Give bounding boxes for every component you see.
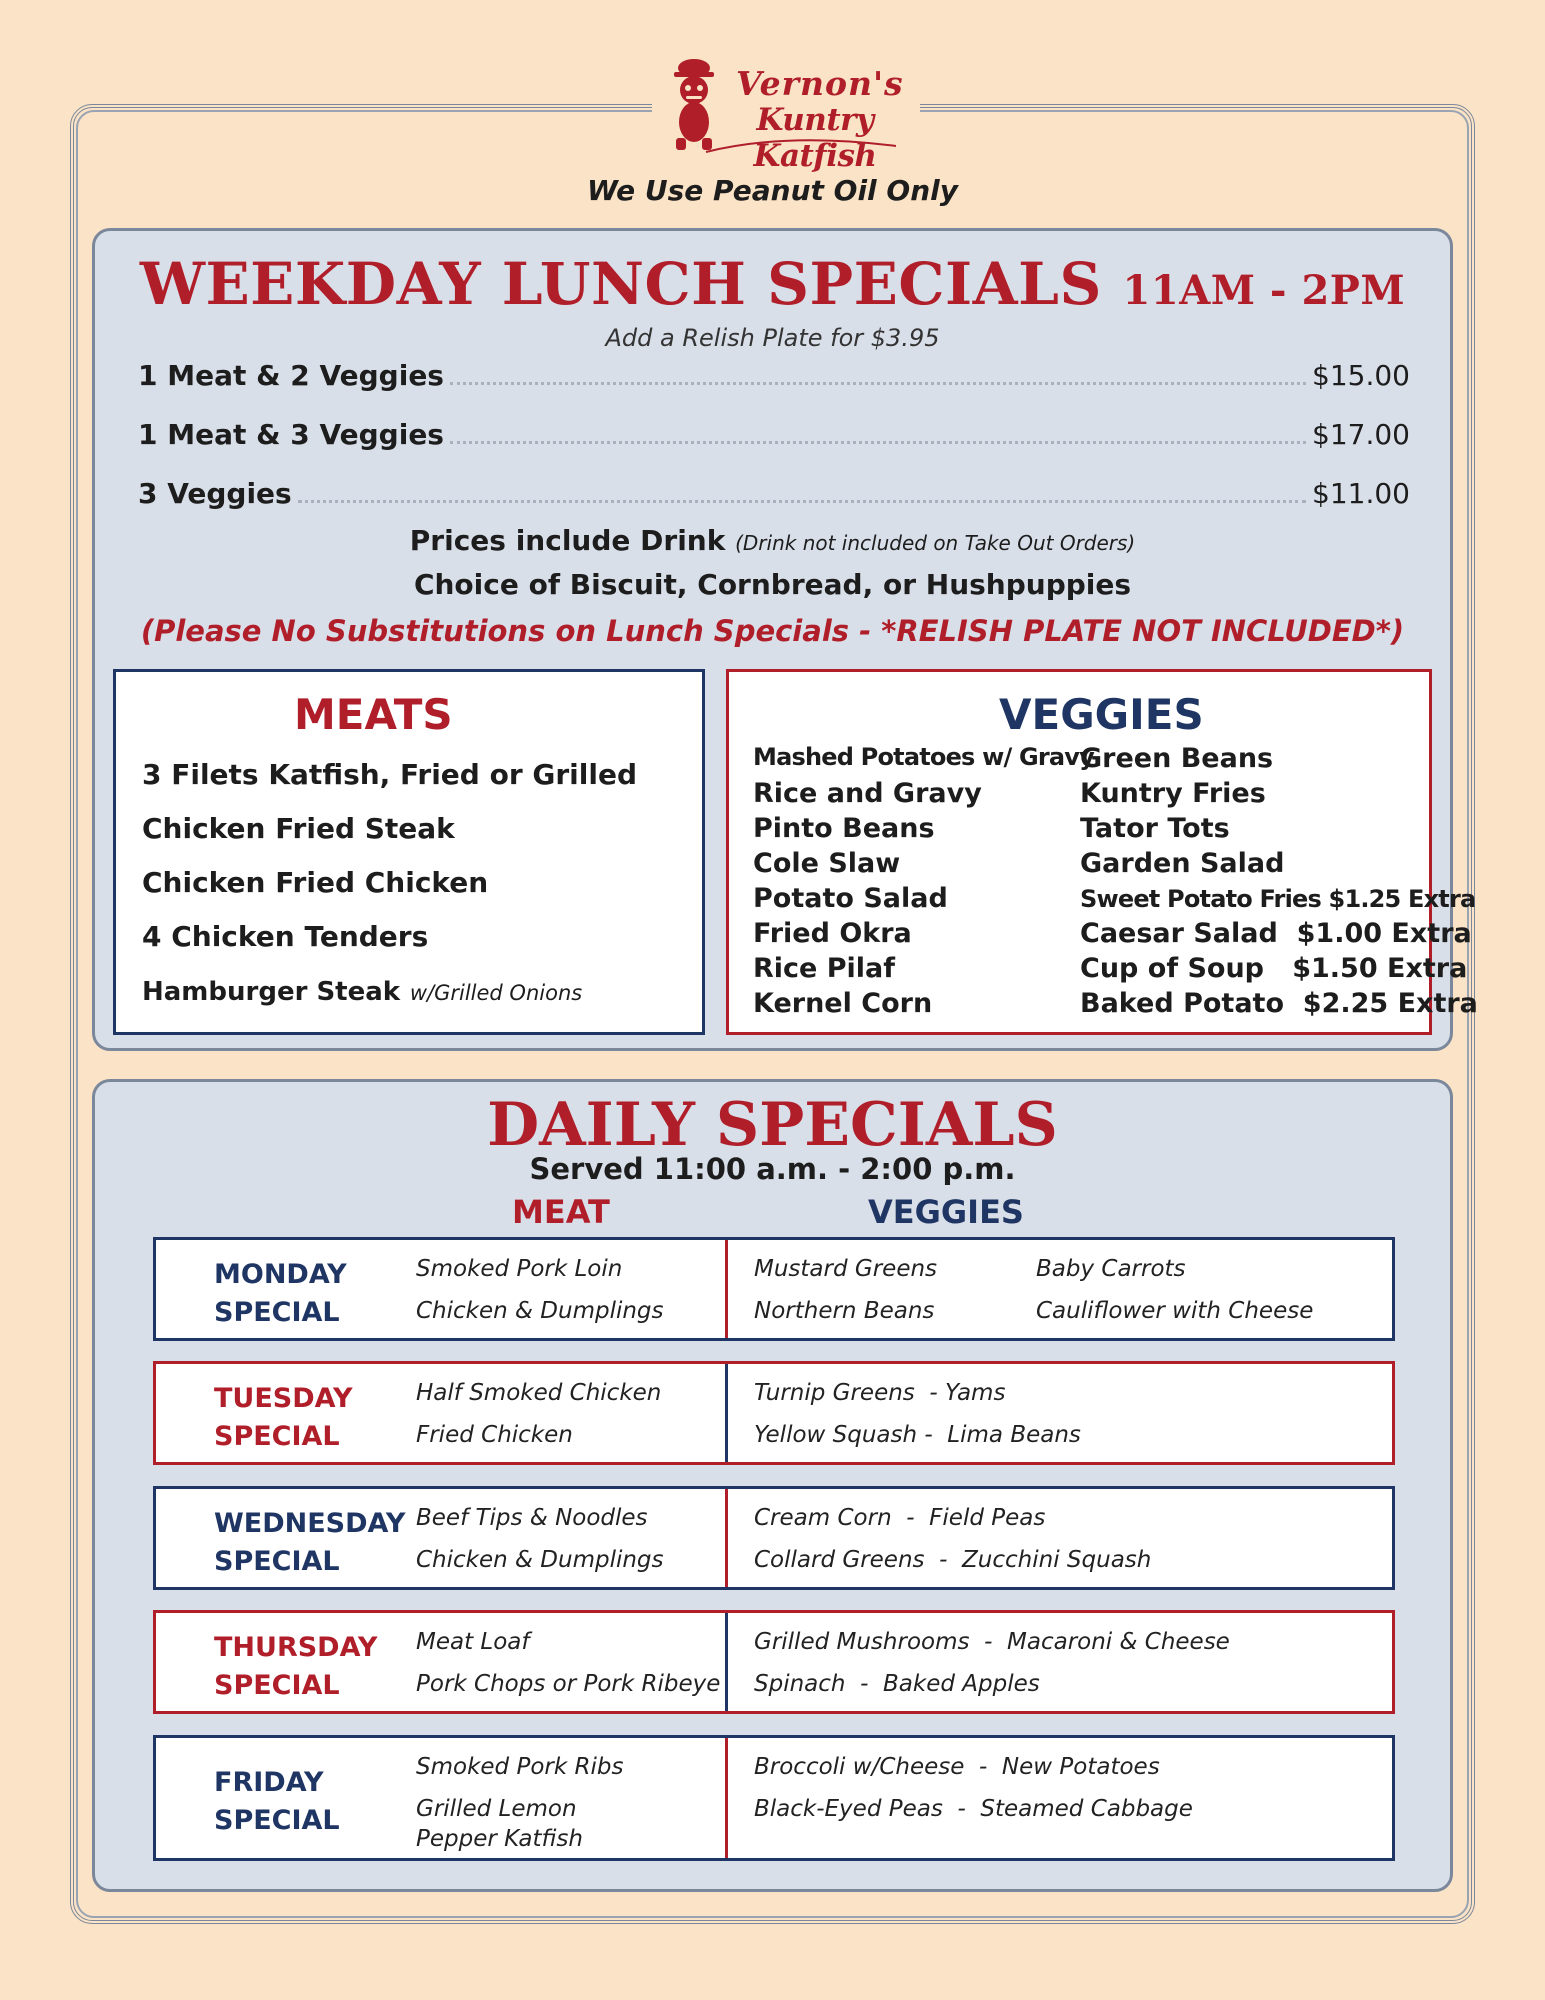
veggie-item: Kuntry Fries [1080, 778, 1266, 809]
day-name-line2: SPECIAL [214, 1805, 340, 1836]
veggie-item: Fried Okra [753, 918, 912, 949]
day-row-monday [153, 1237, 1395, 1341]
logo [652, 50, 920, 174]
day-meat: Meat Loaf [416, 1629, 530, 1655]
logo-name-line2: Kuntry Katfish [753, 102, 877, 174]
veggie-item: Potato Salad [753, 883, 948, 914]
day-name [214, 1505, 405, 1581]
day-meat: Pepper Katfish [416, 1826, 583, 1852]
day-veggie: Turnip Greens - Yams [754, 1380, 1006, 1406]
price-item-name: 1 Meat & 3 Veggies [138, 418, 444, 451]
meat-item: 3 Filets Katfish, Fried or Grilled [142, 758, 637, 791]
daily-veggies-heading: VEGGIES [868, 1193, 1024, 1231]
meat-item: 4 Chicken Tenders [142, 920, 429, 953]
day-meat: Smoked Pork Ribs [416, 1754, 624, 1780]
day-meat: Smoked Pork Loin [416, 1256, 623, 1282]
column-divider [725, 1489, 728, 1587]
day-meat: Chicken & Dumplings [416, 1298, 664, 1324]
meat-item-note: w/Grilled Onions [409, 981, 583, 1005]
bread-choice: Choice of Biscuit, Cornbread, or Hushpuppies [413, 568, 1132, 601]
meat-item [142, 974, 582, 1007]
day-veggie: Baby Carrots [1036, 1256, 1186, 1282]
veggie-item: Cup of Soup $1.50 Extra [1080, 953, 1468, 984]
price-leader [450, 441, 1306, 444]
day-name-line1: TUESDAY [214, 1383, 353, 1414]
lunch-title-text: WEEKDAY LUNCH SPECIALS [139, 250, 1102, 318]
daily-served-hours: Served 11:00 a.m. - 2:00 p.m. [529, 1152, 1016, 1186]
price-item-name: 1 Meat & 2 Veggies [138, 359, 444, 392]
veggie-item: Pinto Beans [753, 813, 935, 844]
price-item-price: $15.00 [1312, 359, 1410, 392]
day-row-wednesday [153, 1486, 1395, 1590]
daily-title: DAILY SPECIALS [487, 1090, 1058, 1160]
lunch-hours: 11AM - 2PM [1122, 267, 1406, 314]
day-name [214, 1256, 347, 1332]
day-name [214, 1629, 377, 1705]
day-veggie: Cream Corn - Field Peas [754, 1505, 1046, 1531]
day-name-line2: SPECIAL [214, 1297, 340, 1328]
drink-note [0, 524, 1545, 557]
price-row [138, 356, 1410, 392]
day-meat: Fried Chicken [416, 1422, 573, 1448]
price-item-price: $11.00 [1312, 477, 1410, 510]
day-veggie: Northern Beans [754, 1298, 935, 1324]
veggie-item: Mashed Potatoes w/ Gravy [753, 743, 1094, 771]
day-veggie: Collard Greens - Zucchini Squash [754, 1547, 1152, 1573]
day-veggie: Grilled Mushrooms - Macaroni & Cheese [754, 1629, 1230, 1655]
day-meat: Grilled Lemon [416, 1796, 577, 1822]
day-name-line2: SPECIAL [214, 1546, 340, 1577]
day-veggie: Mustard Greens [754, 1256, 938, 1282]
drink-note-small: (Drink not included on Take Out Orders) [735, 531, 1136, 555]
day-veggie: Black-Eyed Peas - Steamed Cabbage [754, 1796, 1193, 1822]
day-name [214, 1380, 353, 1456]
day-row-friday [153, 1735, 1395, 1861]
price-leader [298, 500, 1306, 503]
day-veggie: Cauliflower with Cheese [1036, 1298, 1314, 1324]
meat-item: Chicken Fried Chicken [142, 866, 489, 899]
day-row-tuesday [153, 1361, 1395, 1465]
veggie-item: Kernel Corn [753, 988, 933, 1019]
price-row [138, 474, 1410, 510]
column-divider [725, 1613, 728, 1711]
day-name-line2: SPECIAL [214, 1421, 340, 1452]
no-substitutions-note: (Please No Substitutions on Lunch Specials - *RELISH PLATE NOT INCLUDED*) [140, 614, 1405, 648]
relish-note: Add a Relish Plate for $3.95 [605, 324, 940, 352]
day-row-thursday [153, 1610, 1395, 1714]
veggie-item: Rice Pilaf [753, 953, 896, 984]
meat-item-name: Hamburger Steak [142, 977, 401, 1007]
veggie-item: Rice and Gravy [753, 778, 982, 809]
day-meat: Pork Chops or Pork Ribeye [416, 1671, 721, 1697]
meat-item: Chicken Fried Steak [142, 812, 455, 845]
tagline: We Use Peanut Oil Only [587, 174, 958, 207]
price-leader [450, 382, 1306, 385]
veggie-item: Baked Potato $2.25 Extra [1080, 988, 1478, 1019]
column-divider [725, 1738, 728, 1858]
daily-meat-heading: MEAT [512, 1193, 610, 1231]
veggies-box [726, 669, 1478, 1035]
veggie-item: Cole Slaw [753, 848, 901, 879]
logo-name-line1: Vernon's [736, 64, 904, 103]
drink-note-main: Prices include Drink [409, 524, 726, 557]
veggie-item: Garden Salad [1080, 848, 1285, 879]
veggies-heading: VEGGIES [999, 690, 1204, 739]
day-name-line1: WEDNESDAY [214, 1508, 406, 1539]
price-item-price: $17.00 [1312, 418, 1410, 451]
meats-box [113, 669, 705, 1035]
price-item-name: 3 Veggies [138, 477, 292, 510]
day-name-line1: MONDAY [214, 1259, 347, 1290]
day-veggie: Spinach - Baked Apples [754, 1671, 1040, 1697]
column-divider [725, 1240, 728, 1338]
lunch-title [0, 250, 1545, 318]
day-meat: Beef Tips & Noodles [416, 1505, 648, 1531]
veggie-item: Tator Tots [1080, 813, 1230, 844]
veggie-item: Sweet Potato Fries $1.25 Extra [1080, 885, 1476, 913]
meats-heading: MEATS [294, 690, 453, 739]
day-meat: Half Smoked Chicken [416, 1380, 662, 1406]
veggie-item: Caesar Salad $1.00 Extra [1080, 918, 1472, 949]
day-name-line2: SPECIAL [214, 1670, 340, 1701]
price-row [138, 415, 1410, 451]
day-veggie: Broccoli w/Cheese - New Potatoes [754, 1754, 1160, 1780]
veggie-item: Green Beans [1080, 743, 1274, 774]
column-divider [725, 1364, 728, 1462]
day-meat: Chicken & Dumplings [416, 1547, 664, 1573]
day-name-line1: THURSDAY [214, 1632, 378, 1663]
day-name-line1: FRIDAY [214, 1767, 324, 1798]
day-veggie: Yellow Squash - Lima Beans [754, 1422, 1081, 1448]
day-name [214, 1764, 340, 1840]
